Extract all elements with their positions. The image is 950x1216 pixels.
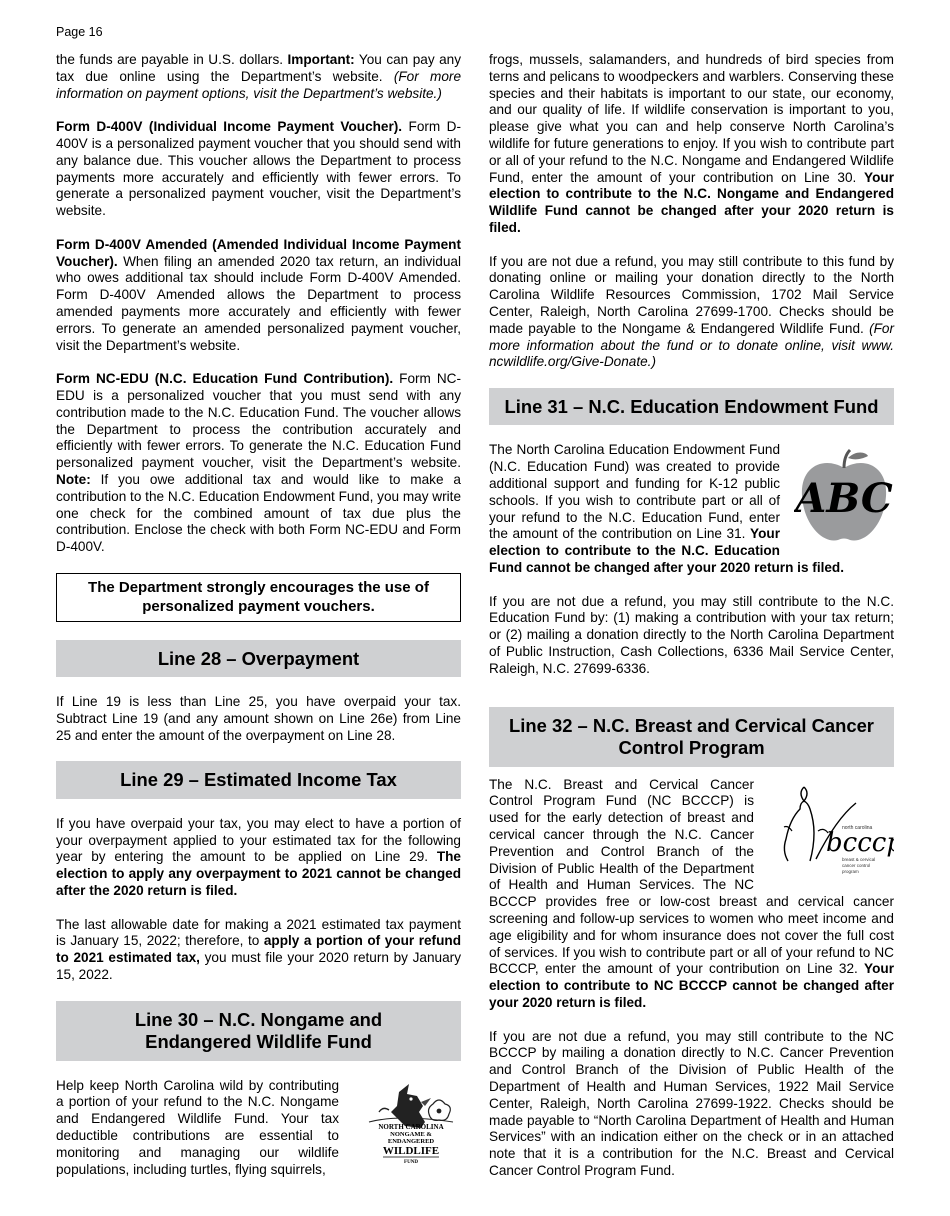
bcccp-logo-sub-1: breast & cervical: [842, 856, 876, 862]
line-31-paragraph-2: If you are not due a refund, you may still contribute to the N.C. Education Fund by: (1) making a contribution with your tax return; or (2) mailing a donation directly to the North Carolina Department of Public Instruction, Cash Collections, 6336 Mail Service Center, Raleigh, N.C. 27699-6336.: [489, 593, 894, 676]
bcccp-logo: [774, 779, 894, 881]
line-30-body: [56, 1078, 461, 1179]
wildlife-logo-line-1: NORTH CAROLINA: [378, 1122, 444, 1131]
wildlife-logo-line-4: WILDLIFE: [382, 1144, 440, 1157]
line-29-date-text: The last allowable date for making a 2021 estimated tax payment is January 15, 2022; therefore, to: [56, 916, 461, 949]
line-32-election-note: Your election to contribute to NC BCCCP cannot be changed after your 2020 return is filed.: [489, 961, 894, 1010]
form-nc-edu-title: Form NC-EDU (N.C. Education Fund Contribution).: [56, 371, 394, 387]
form-d400v-text: Form D-400V is a personalized payment voucher that you should send with any balance due. This voucher allows the Department to process payments more accurately and efficiently with fewer errors. To generate a personalized payment voucher, visit the Department’s website.: [56, 119, 461, 219]
line-32-paragraph-2: If you are not due a refund, you may still contribute to the NC BCCCP by mailing a donation directly to N.C. Cancer Prevention and Control Branch of the Division of Public Health of the Department of Health and Human Services, 1922 Mail Service Center, Raleigh, North Carolina 27699-1922. Checks should be made payable to “North Carolina Department of Health and Human Services” with an indication either on the check or in an attached note that it is a contribution for the N.C. Breast and Cervical Cancer Control Program Fund.: [489, 1028, 894, 1178]
wildlife-logo-line-2: NONGAME &: [390, 1130, 432, 1138]
voucher-callout-box: The Department strongly encourages the use of personalized payment vouchers.: [56, 573, 461, 622]
bcccp-logo-sub-2: cancer control: [842, 862, 871, 868]
page-number: Page 16: [56, 25, 103, 39]
payment-info-paragraph: [56, 52, 461, 102]
line-28-text: If Line 19 is less than Line 25, you have overpaid your tax. Subtract Line 19 (and any amount shown on Line 26e) from Line 25 and enter the amount of the overpayment on Line 28.: [56, 694, 461, 743]
wildlife-fund-paragraph: [489, 52, 894, 237]
line-29-paragraph-2: [56, 917, 461, 984]
line-32-heading-line-2: Control Program: [618, 737, 765, 759]
line-31-heading: Line 31 – N.C. Education Endowment Fund: [489, 388, 894, 426]
form-nc-edu-note-text: If you owe additional tax and would like to make a contribution to the N.C. Education Endowment Fund, you may write one check for the combined amount of tax due plus the contribution. Enclose the check with both Form NC-EDU and Form D-400V.: [56, 471, 461, 555]
payment-options-note: (For more information on payment options, visit the Department’s website.): [56, 68, 462, 101]
form-d400v-amended-title: Form D-400V Amended (Amended Individual Income Payment Voucher).: [56, 236, 461, 269]
form-d400v-amended-paragraph: [56, 237, 461, 355]
bcccp-logo-main: bccc: [826, 827, 887, 858]
wildlife-fund-text: frogs, mussels, salamanders, and hundreds of bird species from terns and pelicans to woodpeckers and warblers. Conserving these species and their habitats is important to our state, our economy, and our quality of life. If wildlife conservation is important to you, please give what you can and help conserve North Carolina’s wildlife for future generations to enjoy. If you wish to contribute part or all of your refund to the N.C. Nongame and Endangered Wildlife Fund, enter the amount of your contribution on Line 30.: [489, 52, 894, 185]
form-d400v-paragraph: [56, 119, 461, 220]
line-31-text: The North Carolina Education Endowment Fund (N.C. Education Fund) was created to provide additional support and funding for K-12 public schools. If you wish to contribute part or all of your refund to the N.C. Education Fund, enter the amount of the contribution on Line 31.: [489, 442, 780, 542]
form-d400v-title: Form D-400V (Individual Income Payment Voucher).: [56, 119, 403, 135]
bcccp-logo-sub-3: program: [842, 868, 859, 874]
note-label: Note:: [56, 471, 91, 487]
wildlife-fund-logo: [361, 1082, 461, 1168]
line-32-text: The N.C. Breast and Cervical Cancer Control Program Fund (NC BCCCP) is used for the early detection of breast and cervical cancer through the N.C. Cancer Prevention and Control Branch of the Division of Public Health of the Department of Health and Human Services. The NC BCCCP provides free or low-cost breast and cervical cancer screening and follow-up services to women who meet income and age eligibility and for whom insurance does not cover the full cost of services. If you wish to contribute part or all of your refund to NC BCCCP, enter the amount of your contribution on Line 32.: [489, 776, 894, 977]
line-30-heading: [56, 1001, 461, 1061]
line-32-heading: [489, 707, 894, 767]
wildlife-donation-paragraph: [489, 254, 894, 372]
line-30-heading-line-2: Endangered Wildlife Fund: [145, 1031, 372, 1053]
line-31-body: [489, 442, 894, 593]
education-fund-logo: [794, 446, 894, 550]
payment-text-2: You can pay any tax due online using the Department’s website.: [56, 52, 461, 84]
form-d400v-amended-text: When filing an amended 2020 tax return, an individual who owes additional tax should include Form D-400V Amended. Form D-400V Amended allows the Department to process amended payments more accurately and efficiently with fewer errors. To generate an amended personalized payment voucher, visit the Department’s website.: [56, 253, 461, 353]
line-29-election-note: The election to apply any overpayment to 2021 cannot be changed after the 2020 return is filed.: [56, 849, 461, 899]
payment-text: the funds are payable in U.S. dollars.: [56, 52, 288, 67]
line-29-heading: Line 29 – Estimated Income Tax: [56, 761, 461, 799]
abc-logo-text: ABC: [795, 475, 893, 523]
line-28-heading: Line 28 – Overpayment: [56, 640, 461, 678]
line-32-body: [489, 777, 894, 1012]
line-29-paragraph-1: [56, 816, 461, 900]
right-column: [489, 52, 894, 1197]
important-label: Important:: [287, 52, 355, 67]
line-32-heading-line-1: Line 32 – N.C. Breast and Cervical Cancer: [509, 714, 874, 736]
left-column: [56, 52, 461, 1178]
line-29-file-text: you must file your 2020 return by January 15, 2022.: [56, 950, 461, 983]
line-29-text: If you have overpaid your tax, you may elect to have a portion of your overpayment applied to your estimated tax for the following year by entering the amount to be applied on Line 29.: [56, 815, 461, 865]
form-nc-edu-text: Form NC-EDU is a personalized voucher that you must send with any contribution made to the N.C. Education Fund. The voucher allows the Department to process the contribution accurately and efficiently with fewer errors. To generate the N.C. Education Fund personalized payment voucher, visit the Department’s website.: [56, 371, 461, 471]
line-31-election-note: Your election to contribute to the N.C. Education Fund cannot be changed after your 2020 return is filed.: [489, 526, 845, 576]
wildlife-election-note: Your election to contribute to the N.C. Nongame and Endangered Wildlife Fund cannot be changed after your 2020 return is filed.: [489, 169, 894, 235]
bcccp-logo-small: north carolina: [842, 824, 873, 831]
wildlife-logo-line-5: FUND: [404, 1159, 418, 1165]
wildlife-donation-text: If you are not due a refund, you may still contribute to this fund by donating online or mailing your donation directly to the North Carolina Wildlife Resources Commission, 1702 Mail Service Center, Raleigh, North Carolina 27699-1700. Checks should be made payable to the Nongame & Endangered Wildlife Fund.: [489, 253, 894, 336]
form-nc-edu-paragraph: [56, 371, 461, 556]
line-30-text: Help keep North Carolina wild by contributing a portion of your refund to the N.C. Nongame and Endangered Wildlife Fund. Your tax deductible contributions are essential to monitoring and managing our wildlife populations, including turtles, flying squirrels,: [56, 1077, 339, 1177]
wildlife-logo-line-3: ENDANGERED: [387, 1137, 435, 1145]
wildlife-donation-link-note: (For more information about the fund or to donate online, visit www. ncwildlife.org/Give-Donate.): [489, 320, 894, 370]
line-29-refund-note: apply a portion of your refund to 2021 estimated tax,: [56, 933, 461, 966]
line-30-heading-line-1: Line 30 – N.C. Nongame and: [134, 1008, 383, 1030]
